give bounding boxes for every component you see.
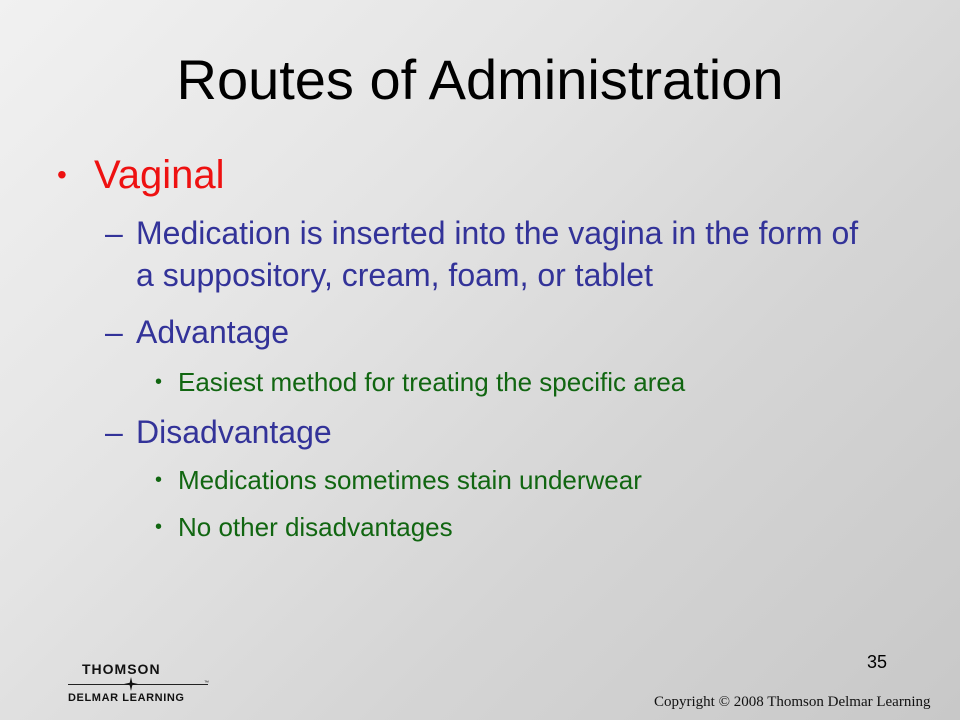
level3-bullet: • [155,371,163,393]
level2-dash: – [105,414,123,450]
level2-text: Medication is inserted into the vagina in the form of a suppository, cream, foam, or tablet [136,215,859,293]
logo-trademark: ™ [204,680,209,686]
copyright-notice: Copyright © 2008 Thomson Delmar Learning [654,694,931,710]
level1-text: Vaginal [94,153,225,197]
thomson-delmar-logo [68,661,218,709]
level2-dash: – [105,314,123,350]
level3-bullet: • [155,469,163,491]
level2-text: Disadvantage [136,414,332,450]
level1-bullet: • [57,159,67,190]
level2-dash: – [105,215,123,251]
level3-text: Medications sometimes stain underwear [178,465,642,495]
slide-title: Routes of Administration [176,48,784,111]
star-icon [124,677,138,691]
level3-bullet: • [155,516,163,538]
logo-bottom-text: DELMAR LEARNING [68,692,185,704]
level2-text: Advantage [136,314,290,350]
logo-top-text: THOMSON [82,661,161,677]
level3-text: No other disadvantages [178,512,453,542]
logo-divider-line [68,684,208,685]
page-number: 35 [867,652,888,672]
level3-text: Easiest method for treating the specific area [178,367,686,397]
